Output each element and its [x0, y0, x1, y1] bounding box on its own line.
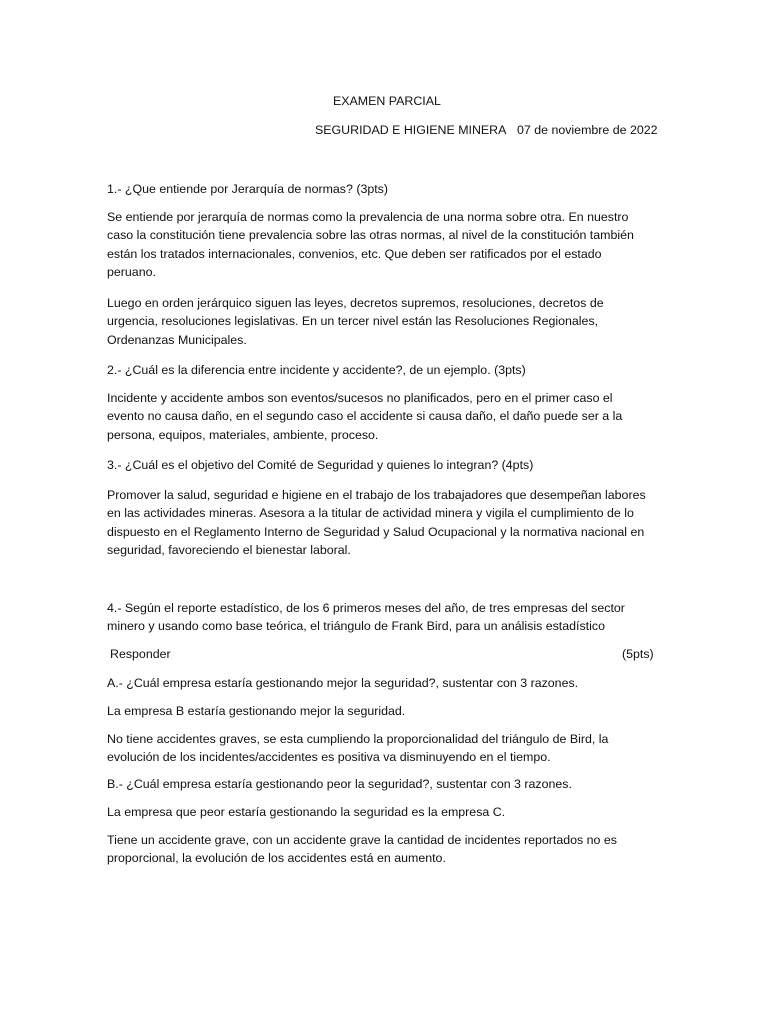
answer-line: urgencia, resoluciones legislativas. En un tercer nivel están las Resoluciones Regionales, [107, 314, 599, 329]
answer-line: dispuesto en el Reglamento Interno de Seguridad y Salud Ocupacional y la normativa nacional en [107, 524, 645, 539]
answer-line: evento no causa daño, en el segundo caso el accidente si causa daño, el daño puede ser a la [107, 409, 623, 424]
answer-2 [107, 389, 662, 444]
answer-line: Ordenanzas Municipales. [107, 332, 247, 347]
question-4 [107, 599, 662, 636]
answer-1-paragraph-1 [107, 208, 662, 282]
answer-line: peruano. [107, 265, 156, 280]
answer-line: Se entiende por jerarquía de normas como la prevalencia de una norma sobre otra. En nuestro [107, 210, 629, 224]
answer-line: Tiene un accidente grave, con un accidente grave la cantidad de incidentes reportados no es [107, 833, 617, 847]
exam-title: EXAMEN PARCIAL [333, 94, 441, 108]
answer-4b-reasons [107, 831, 662, 868]
points-label: (5pts) [622, 647, 654, 661]
answer-line: persona, equipos, materiales, ambiente, proceso. [107, 427, 379, 442]
answer-line: evolución de los incidentes/accidentes es positiva va disminuyendo en el tiempo. [107, 750, 551, 765]
answer-line: caso la constitución tiene prevalencia sobre las otras normas, al nivel de la constitución también [107, 228, 634, 243]
course-name: SEGURIDAD E HIGIENE MINERA [315, 123, 507, 137]
answer-line: Incidente y accidente ambos son eventos/sucesos no planificados, pero en el primer caso el [107, 391, 613, 405]
answer-line: Luego en orden jerárquico siguen las leyes, decretos supremos, resoluciones, decretos de [107, 296, 604, 310]
question-line: 4.- Según el reporte estadístico, de los 6 primeros meses del año, de tres empresas del sector [107, 601, 625, 615]
answer-line: están los tratados internacionales, convenios, etc. Que deben ser ratificados por el estado [107, 246, 602, 261]
answer-1-paragraph-2 [107, 294, 662, 349]
answer-line: proporcional, la evolución de los accidentes está en aumento. [107, 851, 446, 866]
respond-label: Responder [110, 647, 171, 661]
answer-line: Promover la salud, seguridad e higiene en el trabajo de los trabajadores que desempeñan labores [107, 488, 646, 502]
question-line: minero y usando como base teórica, el triángulo de Frank Bird, para un análisis estadístico [107, 619, 605, 634]
answer-line: en las actividades mineras. Asesora a la titular de actividad minera y vigila el cumplimiento de lo [107, 506, 634, 521]
answer-line: seguridad, favoreciendo el bienestar laboral. [107, 543, 351, 558]
question-1: 1.- ¿Que entiende por Jerarquía de normas? (3pts) [107, 182, 389, 196]
question-2: 2.- ¿Cuál es la diferencia entre incidente y accidente?, de un ejemplo. (3pts) [107, 363, 526, 377]
question-3: 3.- ¿Cuál es el objetivo del Comité de Seguridad y quienes lo integran? (4pts) [107, 458, 534, 472]
question-4a: A.- ¿Cuál empresa estaría gestionando mejor la seguridad?, sustentar con 3 razones. [107, 676, 579, 690]
answer-line: No tiene accidentes graves, se esta cumpliendo la proporcionalidad del triángulo de Bird, la [107, 732, 609, 746]
answer-4a: La empresa B estaría gestionando mejor la seguridad. [107, 704, 406, 718]
answer-4b: La empresa que peor estaría gestionando la seguridad es la empresa C. [107, 805, 506, 819]
answer-4a-reasons [107, 730, 662, 767]
exam-date: 07 de noviembre de 2022 [517, 123, 658, 137]
question-4b: B.- ¿Cuál empresa estaría gestionando peor la seguridad?, sustentar con 3 razones. [107, 777, 572, 791]
answer-3 [107, 486, 662, 560]
